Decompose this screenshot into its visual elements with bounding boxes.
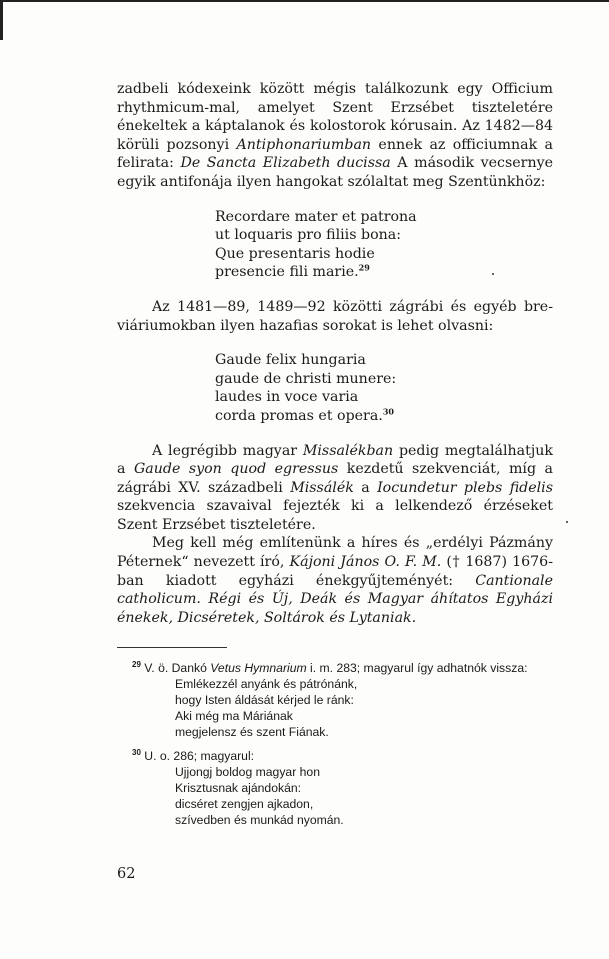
footnote-text: i. m. 283; magyarul így adhatnók vissza: (306, 661, 528, 676)
footnote-verse-line: Krisztusnak ajándokán: (175, 781, 302, 796)
footnote-verse-line: megjelensz és szent Fiának. (175, 725, 329, 740)
paragraph-1-italic-b: De Sancta Elizabeth ducissa (180, 155, 391, 172)
paragraph-3-italic-c: Missálék (290, 479, 354, 496)
scan-edge-left (0, 0, 3, 40)
footnote-30-verse (117, 764, 553, 828)
verse-line: laudes in voce varia (215, 389, 359, 406)
verse-line-last (215, 263, 553, 282)
paragraph-1-text-a: zadbeli kódexeink között mégis találkozunk egy Officium rhythmicum-mal, amelyet Szent Erzsébet tiszteletére énekeltek a káptalanok és kolostorok kórusain. Az 1482—84 körüli pozsonyi (117, 81, 553, 153)
speck (492, 273, 494, 275)
paragraph-4-italic-b: Cantionale catholicum. Régi és Új, Deák és Magyar áhítatos Egyházi énekek, Dicséretek, Soltárok és Lytaniak. (117, 572, 553, 626)
page-number: 62 (117, 866, 136, 882)
paragraph-4-italic-a: Kájoni János O. F. M. (289, 554, 442, 571)
footnotes (117, 660, 553, 828)
footnote-separator (117, 647, 227, 648)
paragraph-1-text-c: A második vecsernye egyik antifonája ilyen hangokat szólaltat meg Szentünkhöz: (117, 155, 553, 190)
verse-recordare (117, 208, 553, 282)
paragraph-3-italic-d: Iocundetur plebs fidelis (377, 479, 553, 496)
footnote-verse-line: dicséret zengjen ajkadon, (175, 797, 314, 812)
paragraph-3-text-e: szekvencia szavaival fejezték ki a lelkendező érzéseket Szent Erzsébet tiszteletére. (117, 498, 553, 533)
verse-line: ut loquaris pro filiis bona: (215, 227, 401, 244)
footnote-30 (117, 748, 553, 764)
paragraph-1-italic-a: Antiphonariumban (236, 136, 372, 153)
paragraph-3-italic-b: Gaude syon quod egressus (133, 461, 339, 478)
verse-line: Gaude felix hungaria (215, 352, 366, 369)
footnote-text: U. o. 286; magyarul: (140, 749, 255, 764)
paragraph-4-text-a: Meg kell még említenünk a híres és „erdélyi Pázmány Péternek“ nevezett író, (117, 535, 553, 571)
scan-edge-top (0, 0, 609, 10)
footnote-mark: 30 (132, 748, 141, 758)
footnote-29-verse (117, 676, 553, 740)
verse-line: Recordare mater et patrona (215, 208, 417, 225)
paragraph-3-italic-a: Missalékban (302, 442, 394, 459)
verse-line: Que presentaris hodie (215, 245, 375, 262)
verse-line-last (215, 407, 553, 426)
footnote-verse-line: Aki még ma Máriának (175, 709, 293, 724)
paragraph-1-text-b: ennek az officiumnak a felirata: (117, 136, 553, 172)
verse-line: gaude de christi munere: (215, 370, 397, 387)
footnote-verse-line: szívedben és munkád nyomán. (175, 813, 344, 828)
paragraph-4 (117, 534, 553, 627)
footnote-italic: Vetus Hymnarium (210, 661, 307, 676)
verse-line-text: presencie fili marie. (215, 264, 359, 281)
footnote-ref-30: 30 (382, 406, 394, 417)
footnote-verse-line: Ujjongj boldog magyar hon (175, 765, 320, 780)
paragraph-3-text-b: pedig megtalálhatjuk a (117, 442, 553, 478)
footnote-text: V. ö. Dankó (140, 661, 211, 676)
paragraph-1 (117, 80, 553, 192)
page-body (117, 80, 553, 828)
paragraph-3 (117, 442, 553, 535)
paragraph-4-text-b: († 1687) 1676-ban kiadott egyházi énekgyűjteményét: (117, 554, 554, 589)
speck (566, 521, 568, 523)
footnote-29 (117, 660, 553, 676)
paragraph-2: Az 1481—89, 1489—92 közötti zágrábi és egyéb breviáriumokban ilyen hazafias sorokat is lehet olvasni: (117, 298, 553, 334)
footnote-ref-29: 29 (358, 262, 370, 273)
footnote-verse-line: Emlékezzél anyánk és pátrónánk, (175, 677, 358, 692)
verse-line-text: corda promas et opera. (215, 407, 383, 424)
paragraph-3-text-d: a (353, 479, 378, 496)
verse-gaude (117, 351, 553, 425)
footnote-mark: 29 (132, 660, 141, 670)
footnote-verse-line: hogy Isten áldását kérjed le ránk: (175, 693, 354, 708)
paragraph-3-text-a: A legrégibb magyar (152, 442, 303, 459)
paragraph-3-text-c: kezdetű szekvenciát, míg a zágrábi XV. századbeli (117, 461, 554, 496)
